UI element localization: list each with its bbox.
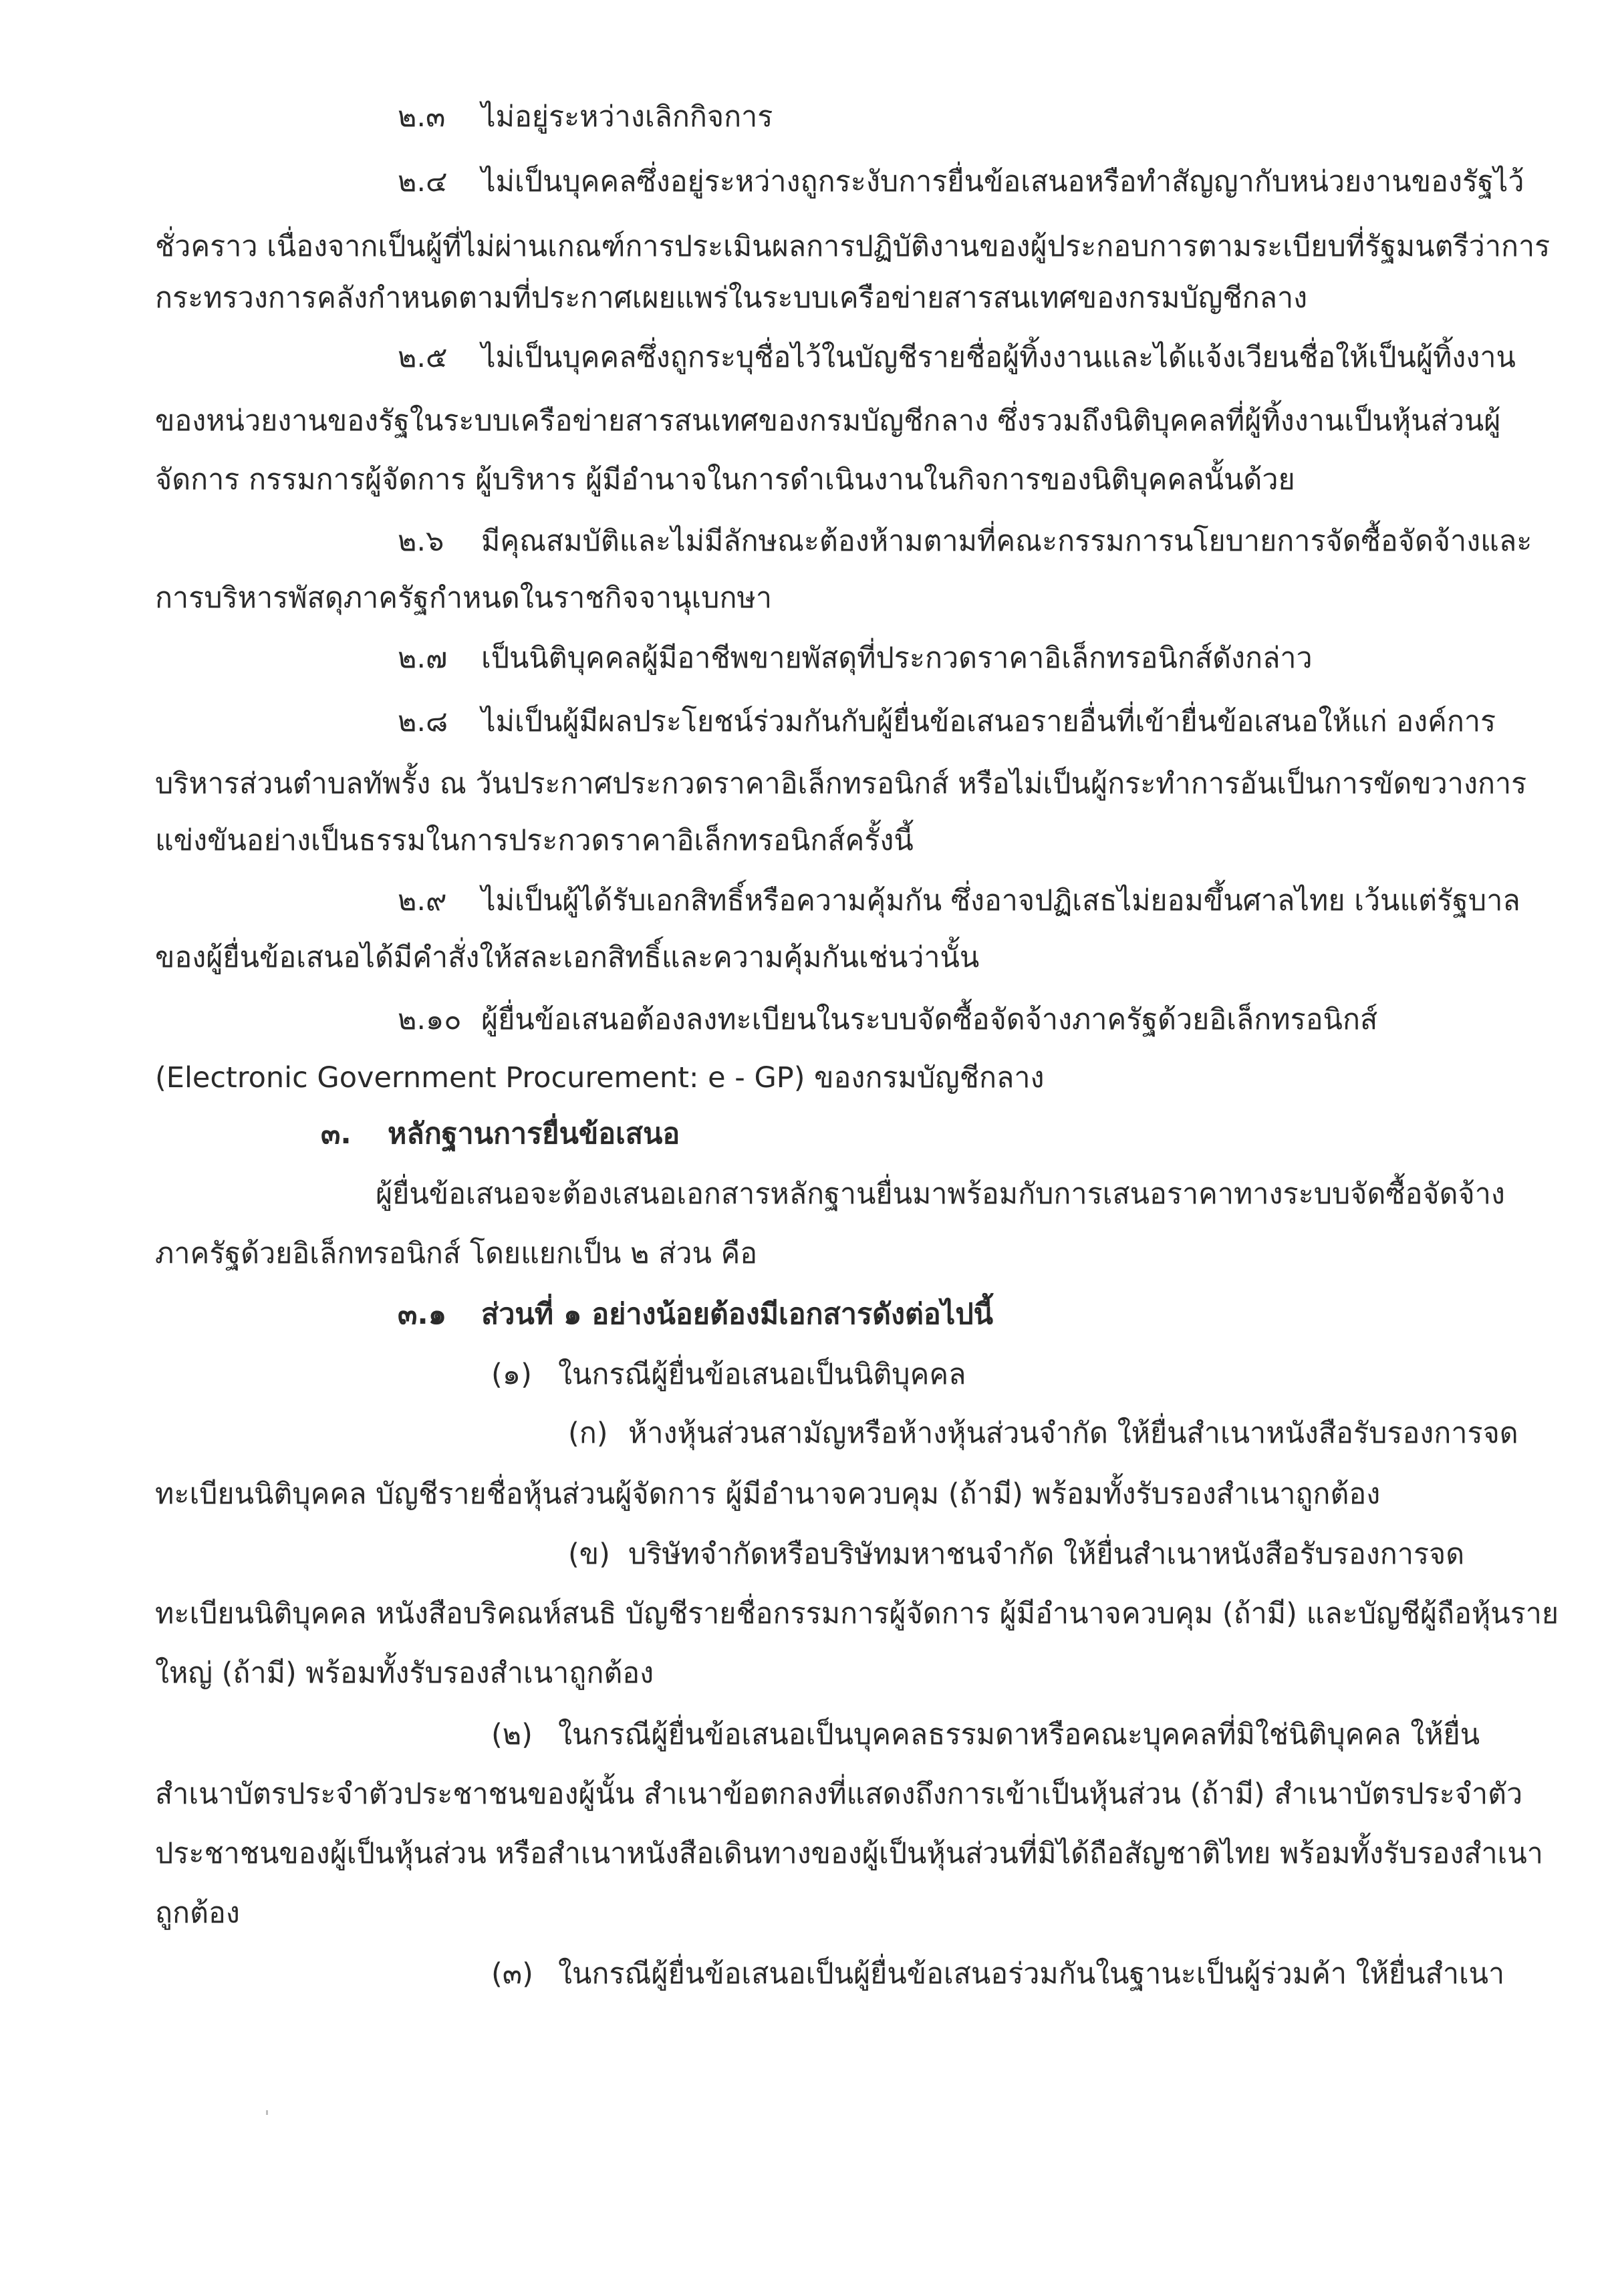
item-text: ไม่เป็นบุคคลซึ่งถูกระบุชื่อไว้ในบัญชีรายชื่อผู้ทิ้งงานและได้แจ้งเวียนชื่อให้เป็นผู้ทิ้งงาน [481, 341, 1516, 374]
clause-1 [491, 1354, 966, 1395]
item-text: ผู้ยื่นข้อเสนอต้องลงทะเบียนในระบบจัดซื้อจัดจ้างภาครัฐด้วยอิเล็กทรอนิกส์ [481, 1003, 1378, 1036]
item-2-6-line-2: การบริหารพัสดุภาครัฐกำหนดในราชกิจจานุเบกษา [155, 581, 772, 615]
item-2-3 [398, 97, 773, 137]
item-number: ๒.๘ [398, 705, 448, 738]
section-title: หลักฐานการยื่นข้อเสนอ [388, 1117, 680, 1151]
item-2-5-line-3: จัดการ กรรมการผู้จัดการ ผู้บริหาร ผู้มีอำนาจในการดำเนินงานในกิจการของนิติบุคคลนั้นด้วย [155, 463, 1295, 496]
clause-3 [491, 1954, 1504, 1994]
item-text: ไม่อยู่ระหว่างเลิกกิจการ [481, 100, 773, 134]
item-number: ๒.๕ [398, 341, 448, 374]
item-2-10 [398, 1000, 1377, 1040]
clause-1-a [568, 1413, 1518, 1453]
clause-number: (๑) [491, 1358, 532, 1391]
subsection-3-1-heading [398, 1294, 993, 1334]
item-number: ๒.๗ [398, 641, 448, 675]
section-3-intro-line-2: ภาครัฐด้วยอิเล็กทรอนิกส์ โดยแยกเป็น ๒ ส่วน คือ [155, 1237, 758, 1270]
item-2-8-line-3: แข่งขันอย่างเป็นธรรมในการประกวดราคาอิเล็กทรอนิกส์ครั้งนี้ [155, 824, 914, 857]
item-2-4-line-2: ชั่วคราว เนื่องจากเป็นผู้ที่ไม่ผ่านเกณฑ์การประเมินผลการปฏิบัติงานของผู้ประกอบการตามระเบียบที่รัฐมนตรีว่าการ [155, 230, 1551, 263]
clause-text: ในกรณีผู้ยื่นข้อเสนอเป็นนิติบุคคล [558, 1358, 966, 1391]
clause-2-line-2: สำเนาบัตรประจำตัวประชาชนของผู้นั้น สำเนาข้อตกลงที่แสดงถึงการเข้าเป็นหุ้นส่วน (ถ้ามี) สำเนาบัตรประจำตัว [155, 1777, 1523, 1811]
clause-2 [491, 1715, 1480, 1755]
item-2-8-line-2: บริหารส่วนตำบลทัพรั้ง ณ วันประกาศประกวดราคาอิเล็กทรอนิกส์ หรือไม่เป็นผู้กระทำการอันเป็นการขัดขวางการ [155, 767, 1527, 801]
clause-number: (๒) [491, 1718, 533, 1751]
clause-text: บริษัทจำกัดหรือบริษัทมหาชนจำกัด ให้ยื่นสำเนาหนังสือรับรองการจด [628, 1538, 1465, 1571]
item-2-7 [398, 638, 1313, 678]
item-2-9 [398, 881, 1520, 921]
subsection-title: ส่วนที่ ๑ อย่างน้อยต้องมีเอกสารดังต่อไปนี้ [481, 1298, 994, 1331]
clause-number: (ก) [568, 1417, 608, 1450]
clause-text: ห้างหุ้นส่วนสามัญหรือห้างหุ้นส่วนจำกัด ให้ยื่นสำเนาหนังสือรับรองการจด [628, 1417, 1518, 1450]
item-number: ๒.๔ [398, 165, 448, 198]
item-2-6 [398, 521, 1532, 561]
item-2-4 [398, 162, 1524, 202]
section-3-heading [321, 1114, 680, 1154]
item-text: ไม่เป็นบุคคลซึ่งอยู่ระหว่างถูกระงับการยื่นข้อเสนอหรือทำสัญญากับหน่วยงานของรัฐไว้ [481, 165, 1524, 198]
clause-text: ในกรณีผู้ยื่นข้อเสนอเป็นบุคคลธรรมดาหรือคณะบุคคลที่มิใช่นิติบุคคล ให้ยื่น [558, 1718, 1480, 1751]
item-text: ไม่เป็นผู้มีผลประโยชน์ร่วมกันกับผู้ยื่นข้อเสนอรายอื่นที่เข้ายื่นข้อเสนอให้แก่ องค์การ [481, 705, 1496, 738]
clause-1-b-line-3: ใหญ่ (ถ้ามี) พร้อมทั้งรับรองสำเนาถูกต้อง [155, 1657, 654, 1690]
clause-1-b-line-2: ทะเบียนนิติบุคคล หนังสือบริคณห์สนธิ บัญชีรายชื่อกรรมการผู้จัดการ ผู้มีอำนาจควบคุม (ถ้ามี) และบัญชีผู้ถือหุ้นราย [155, 1597, 1559, 1630]
item-2-8 [398, 702, 1496, 742]
subsection-number: ๓.๑ [398, 1298, 447, 1331]
clause-number: (๓) [491, 1957, 533, 1991]
section-3-intro: ผู้ยื่นข้อเสนอจะต้องเสนอเอกสารหลักฐานยื่นมาพร้อมกับการเสนอราคาทางระบบจัดซื้อจัดจ้าง [376, 1177, 1505, 1211]
item-2-5 [398, 337, 1516, 378]
item-number: ๒.๖ [398, 525, 444, 558]
clause-number: (ข) [568, 1538, 610, 1571]
section-number: ๓. [321, 1117, 352, 1151]
item-2-9-line-2: ของผู้ยื่นข้อเสนอได้มีคำสั่งให้สละเอกสิทธิ์และความคุ้มกันเช่นว่านั้น [155, 941, 980, 974]
clause-1-b [568, 1534, 1464, 1574]
clause-1-a-line-2: ทะเบียนนิติบุคคล บัญชีรายชื่อหุ้นส่วนผู้จัดการ ผู้มีอำนาจควบคุม (ถ้ามี) พร้อมทั้งรับรองสำเนาถูกต้อง [155, 1477, 1381, 1511]
item-text: เป็นนิติบุคคลผู้มีอาชีพขายพัสดุที่ประกวดราคาอิเล็กทรอนิกส์ดังกล่าว [481, 641, 1313, 675]
item-number: ๒.๑๐ [398, 1003, 462, 1036]
item-number: ๒.๙ [398, 884, 447, 917]
clause-text: ในกรณีผู้ยื่นข้อเสนอเป็นผู้ยื่นข้อเสนอร่วมกันในฐานะเป็นผู้ร่วมค้า ให้ยื่นสำเนา [558, 1957, 1505, 1991]
item-2-4-line-3: กระทรวงการคลังกำหนดตามที่ประกาศเผยแพร่ในระบบเครือข่ายสารสนเทศของกรมบัญชีกลาง [155, 281, 1308, 315]
item-number: ๒.๓ [398, 100, 446, 134]
scan-speck [266, 2110, 268, 2115]
item-text: มีคุณสมบัติและไม่มีลักษณะต้องห้ามตามที่คณะกรรมการนโยบายการจัดซื้อจัดจ้างและ [481, 525, 1532, 558]
item-2-5-line-2: ของหน่วยงานของรัฐในระบบเครือข่ายสารสนเทศของกรมบัญชีกลาง ซึ่งรวมถึงนิติบุคคลที่ผู้ทิ้งงานเป็นหุ้นส่วนผู้ [155, 404, 1501, 438]
item-text: ไม่เป็นผู้ได้รับเอกสิทธิ์หรือความคุ้มกัน ซึ่งอาจปฏิเสธไม่ยอมขึ้นศาลไทย เว้นแต่รัฐบาล [481, 884, 1520, 917]
clause-2-line-3: ประชาชนของผู้เป็นหุ้นส่วน หรือสำเนาหนังสือเดินทางของผู้เป็นหุ้นส่วนที่มิได้ถือสัญชาติไทย พร้อมทั้งรับรองสำเนา [155, 1837, 1543, 1870]
clause-2-line-4: ถูกต้อง [155, 1896, 240, 1930]
item-2-10-line-2: (Electronic Government Procurement: e - GP) ของกรมบัญชีกลาง [155, 1061, 1045, 1095]
